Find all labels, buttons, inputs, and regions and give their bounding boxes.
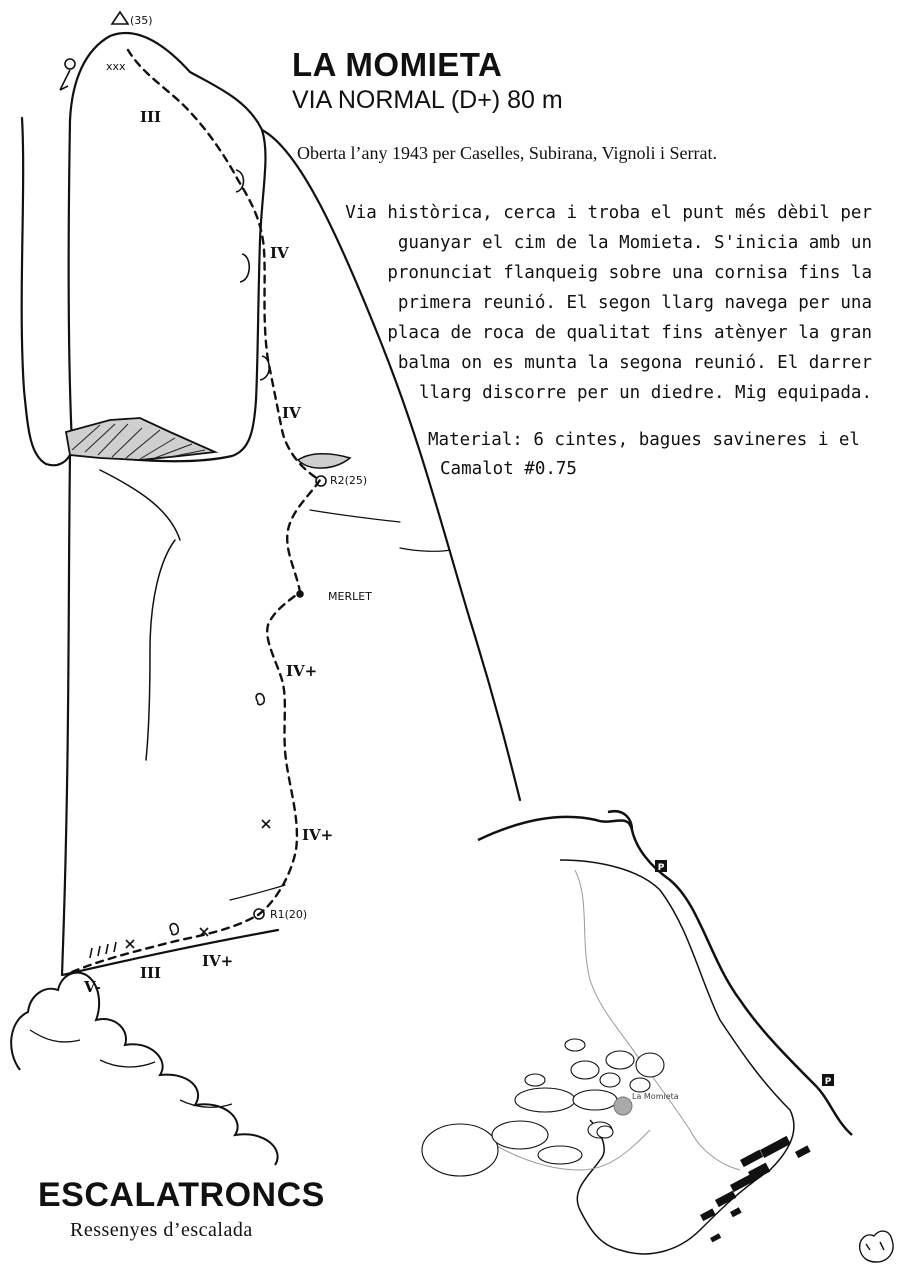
bolt-cross-2 (126, 940, 134, 948)
rock-pillar-outline (22, 33, 520, 975)
grade-p1-ivplus: IV+ (202, 952, 234, 970)
grade-start: V- (84, 978, 101, 996)
descent-ring (65, 59, 75, 69)
logo-goat-icon (860, 1231, 893, 1262)
parking-label-1: P (657, 863, 665, 873)
bush-outline (11, 973, 277, 1165)
summit-label: (35) (130, 14, 153, 27)
material-list (428, 426, 888, 484)
bush-inner (30, 1030, 232, 1107)
grade-p3-mid: IV (270, 244, 289, 262)
description-line: llarg discorre per un diedre. Mig equipada. (418, 383, 872, 403)
grade-p2-b: IV+ (302, 826, 334, 844)
route-line (72, 50, 320, 972)
summit-triangle (112, 12, 128, 24)
map-village (700, 1136, 811, 1242)
descent-arrow (60, 70, 70, 90)
grass-tuft (90, 942, 116, 958)
description-line: guanyar el cim de la Momieta. S'inicia amb un (397, 233, 872, 253)
la-momieta-map-label: La Momieta (632, 1092, 679, 1101)
grade-p3-low: IV (282, 404, 301, 422)
cam-icon-2 (240, 254, 249, 282)
location-map (422, 811, 852, 1254)
route-description (312, 198, 872, 408)
description-line: primera reunió. El segon llarg navega per una (397, 293, 872, 313)
first-ascent-text: Oberta l’any 1943 per Caselles, Subirana, Vignoli i Serrat. (297, 143, 717, 163)
r2-label: R2(25) (330, 474, 368, 487)
route-markers (60, 12, 326, 958)
merlet-ring (297, 591, 303, 597)
description-line: balma on es munta la segona reunió. El darrer (397, 353, 872, 373)
brand-name: ESCALATRONCS (38, 1176, 325, 1214)
route-subtitle: VIA NORMAL (D+) 80 m (292, 86, 563, 114)
r2-ledge (298, 454, 350, 468)
merlet-label: MERLET (328, 590, 372, 603)
grade-p2-a: IV+ (286, 662, 318, 680)
description-line: Via històrica, cerca i troba el punt més dèbil per (345, 203, 872, 223)
cam-icon-3 (260, 356, 269, 380)
material-line: Material: 6 cintes, bagues savineres i el (428, 430, 860, 450)
r2-belay-ring (316, 476, 326, 486)
sling-icon (256, 694, 264, 705)
map-terrain (560, 860, 794, 1254)
roof-hatching (66, 418, 215, 460)
description-line: pronunciat flanqueig sobre una cornisa fins la (387, 263, 872, 283)
page-title: LA MOMIETA (292, 46, 503, 83)
r1-label: R1(20) (270, 908, 308, 921)
material-line: Camalot #0.75 (440, 459, 577, 479)
brand-tagline: Ressenyes d’escalada (70, 1219, 253, 1241)
bolts-label: xxx (106, 60, 126, 73)
parking-label-2: P (824, 1077, 832, 1087)
bolt-cross (262, 820, 270, 828)
grade-p1-iii: III (140, 964, 162, 982)
grade-p3-top: III (140, 108, 162, 126)
sling-icon-2 (170, 924, 178, 935)
la-momieta-marker (614, 1097, 632, 1115)
description-line: placa de roca de qualitat fins atènyer la gran (387, 323, 872, 343)
